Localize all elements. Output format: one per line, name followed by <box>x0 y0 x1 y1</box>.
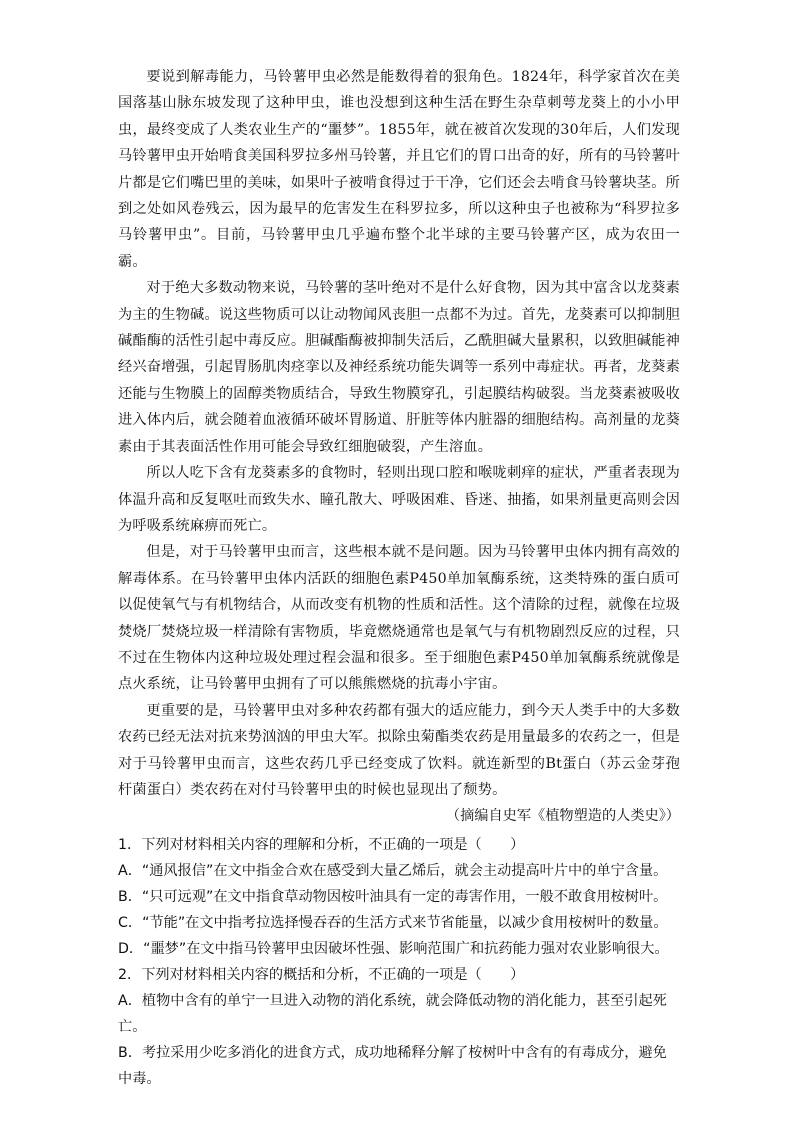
article-paragraph-1: 要说到解毒能力，马铃薯甲虫必然是能数得着的狠角色。1824年，科学家首次在美国落基山脉东坡发现了这种甲虫，谁也没想到这种生活在野生杂草刺萼龙葵上的小小甲虫，最终变成了人类农业生产的“噩梦”。1855年，就在被首次发现的30年后，人们发现马铃薯甲虫开始啃食美国科罗拉多州马铃薯，并且它们的胃口出奇的好，所有的马铃薯叶片都是它们嘴巴里的美味，如果叶子被啃食得过于干净，它们还会去啃食马铃薯块茎。所到之处如风卷残云，因为最早的危害发生在科罗拉多，所以这种虫子也被称为“科罗拉多马铃薯甲虫”。目前，马铃薯甲虫几乎遍布整个北半球的主要马铃薯产区，成为农田一霸。 <box>118 69 680 270</box>
question-1-option-c: C．“节能”在文中指考拉选择慢吞吞的生活方式来节省能量，以减少食用桉树叶的数量。 <box>118 914 668 931</box>
question-2-option-b: B．考拉采用少吃多消化的进食方式，成功地稀释分解了桉树叶中含有的有毒成分，避免中毒。 <box>118 1044 667 1087</box>
article-source: （摘编自史军《植物塑造的人类史》） <box>445 808 680 825</box>
question-1-option-d: D．“噩梦”在文中指马铃薯甲虫因破坏性强、影响范围广和抗药能力强对农业影响很大。 <box>118 940 669 957</box>
article-paragraph-5: 更重要的是，马铃薯甲虫对多种农药都有强大的适应能力，到今天人类手中的大多数农药已经无法对抗来势汹汹的甲虫大军。拟除虫菊酯类农药是用量最多的农药之一，但是对于马铃薯甲虫而言，这些农药几乎已经变成了饮料。就连新型的Bt蛋白（苏云金芽孢杆菌蛋白）类农药在对付马铃薯甲虫的时候也显现出了颓势。 <box>118 702 680 798</box>
question-1-stem: 1．下列对材料相关内容的理解和分析，不正确的一项是（ ） <box>118 836 525 853</box>
document-page <box>118 64 680 1092</box>
question-1-option-b: B．“只可远观”在文中指食草动物因桉叶油具有一定的毒害作用，一般不敢食用桉树叶。 <box>118 888 668 905</box>
article-paragraph-3: 所以人吃下含有龙葵素多的食物时，轻则出现口腔和喉咙刺痒的症状，严重者表现为体温升高和反复呕吐而致失水、瞳孔散大、呼吸困难、昏迷、抽搐，如果剂量更高则会因为呼吸系统麻痹而死亡。 <box>118 465 680 534</box>
article-paragraph-2: 对于绝大多数动物来说，马铃薯的茎叶绝对不是什么好食物，因为其中富含以龙葵素为主的生物碱。说这些物质可以让动物闻风丧胆一点都不为过。首先，龙葵素可以抑制胆碱酯酶的活性引起中毒反应。胆碱酯酶被抑制失活后，乙酰胆碱大量累积，以致胆碱能神经兴奋增强，引起胃肠肌肉痉挛以及神经系统功能失调等一系列中毒症状。再者，龙葵素还能与生物膜上的固醇类物质结合，导致生物膜穿孔，引起膜结构破裂。当龙葵素被吸收进入体内后，就会随着血液循环破坏胃肠道、肝脏等体内脏器的细胞结构。高剂量的龙葵素由于其表面活性作用可能会导致红细胞破裂，产生溶血。 <box>118 280 680 455</box>
article-paragraph-4: 但是，对于马铃薯甲虫而言，这些根本就不是问题。因为马铃薯甲虫体内拥有高效的解毒体系。在马铃薯甲虫体内活跃的细胞色素P450单加氧酶系统，这类特殊的蛋白质可以促使氧气与有机物结合，从而改变有机物的性质和活性。这个清除的过程，就像在垃圾焚烧厂焚烧垃圾一样清除有害物质，毕竟燃烧通常也是氧气与有机物剧烈反应的过程，只不过在生物体内这种垃圾处理过程会温和很多。至于细胞色素P450单加氧酶系统就像是点火系统，让马铃薯甲虫拥有了可以熊熊燃烧的抗毒小宇宙。 <box>118 544 680 693</box>
question-2-stem: 2．下列对材料相关内容的概括和分析，不正确的一项是（ ） <box>118 966 525 983</box>
question-2-option-a: A．植物中含有的单宁一旦进入动物的消化系统，就会降低动物的消化能力，甚至引起死亡。 <box>118 992 667 1035</box>
question-1-option-a: A．“通风报信”在文中指金合欢在感受到大量乙烯后，就会主动提高叶片中的单宁含量。 <box>118 862 668 879</box>
